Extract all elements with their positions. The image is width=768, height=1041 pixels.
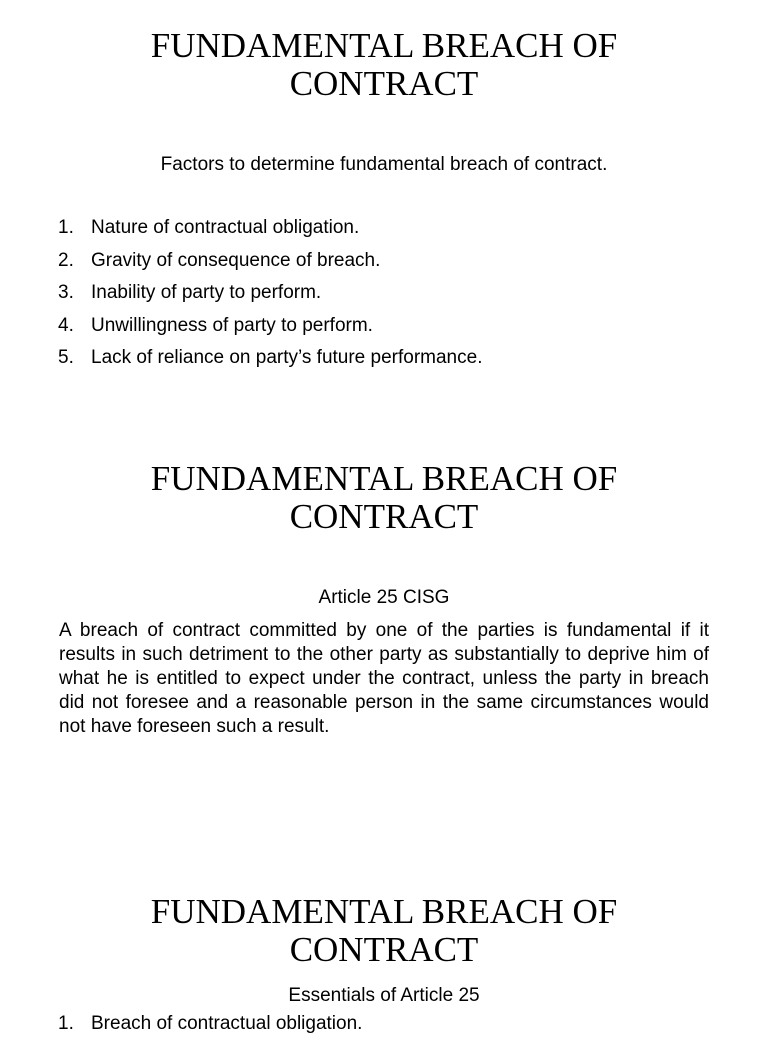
list-number: 2. [58,249,74,271]
list-item-text: Gravity of consequence of breach. [91,249,381,271]
list-item [58,277,482,310]
list-item-text: Breach of contractual obligation. [91,1013,363,1034]
slide-1-title-line-2: CONTRACT [289,64,479,103]
list-item-text: Nature of contractual obligation. [91,217,360,238]
slide-3-title [0,893,768,969]
list-item [58,342,482,375]
slide-3-title-line-1: FUNDAMENTAL BREACH OF [150,892,618,931]
slide-1-title [0,27,768,103]
slide-2-title [0,460,768,536]
list-item [58,310,482,343]
list-item-text: Unwillingness of party to perform. [91,314,373,336]
slide-1-title-line-1: FUNDAMENTAL BREACH OF [150,26,618,65]
slide-2-title-line-1: FUNDAMENTAL BREACH OF [150,459,618,498]
slide-1-subtitle: Factors to determine fundamental breach of contract. [160,154,608,175]
slide-3-subtitle: Essentials of Article 25 [288,985,480,1006]
list-number: 1. [58,1013,74,1034]
list-number: 4. [58,314,74,336]
list-item [58,1008,362,1041]
list-item-text: Lack of reliance on party’s future performance. [91,347,483,368]
list-item-text: Inability of party to perform. [91,282,322,303]
slide-3-title-line-2: CONTRACT [289,930,479,969]
list-item [58,245,482,278]
slide-2-title-line-2: CONTRACT [289,497,479,536]
list-number: 1. [58,217,74,238]
slide-2-article-text: A breach of contract committed by one of the parties is fundamental if it results in such detriment to the other party as substantially to deprive him of what he is entitled to expect under the contract, unless the party in breach did not foresee and a reasonable person in the same circumstances would not have foreseen such a result. [59,620,709,737]
list-number: 3. [58,282,74,303]
list-item [58,212,482,245]
slide-2-subtitle: Article 25 CISG [318,587,450,608]
list-number: 5. [58,347,74,368]
slide-1-factor-list [58,212,482,375]
slide-3-essentials-list [58,1008,362,1041]
